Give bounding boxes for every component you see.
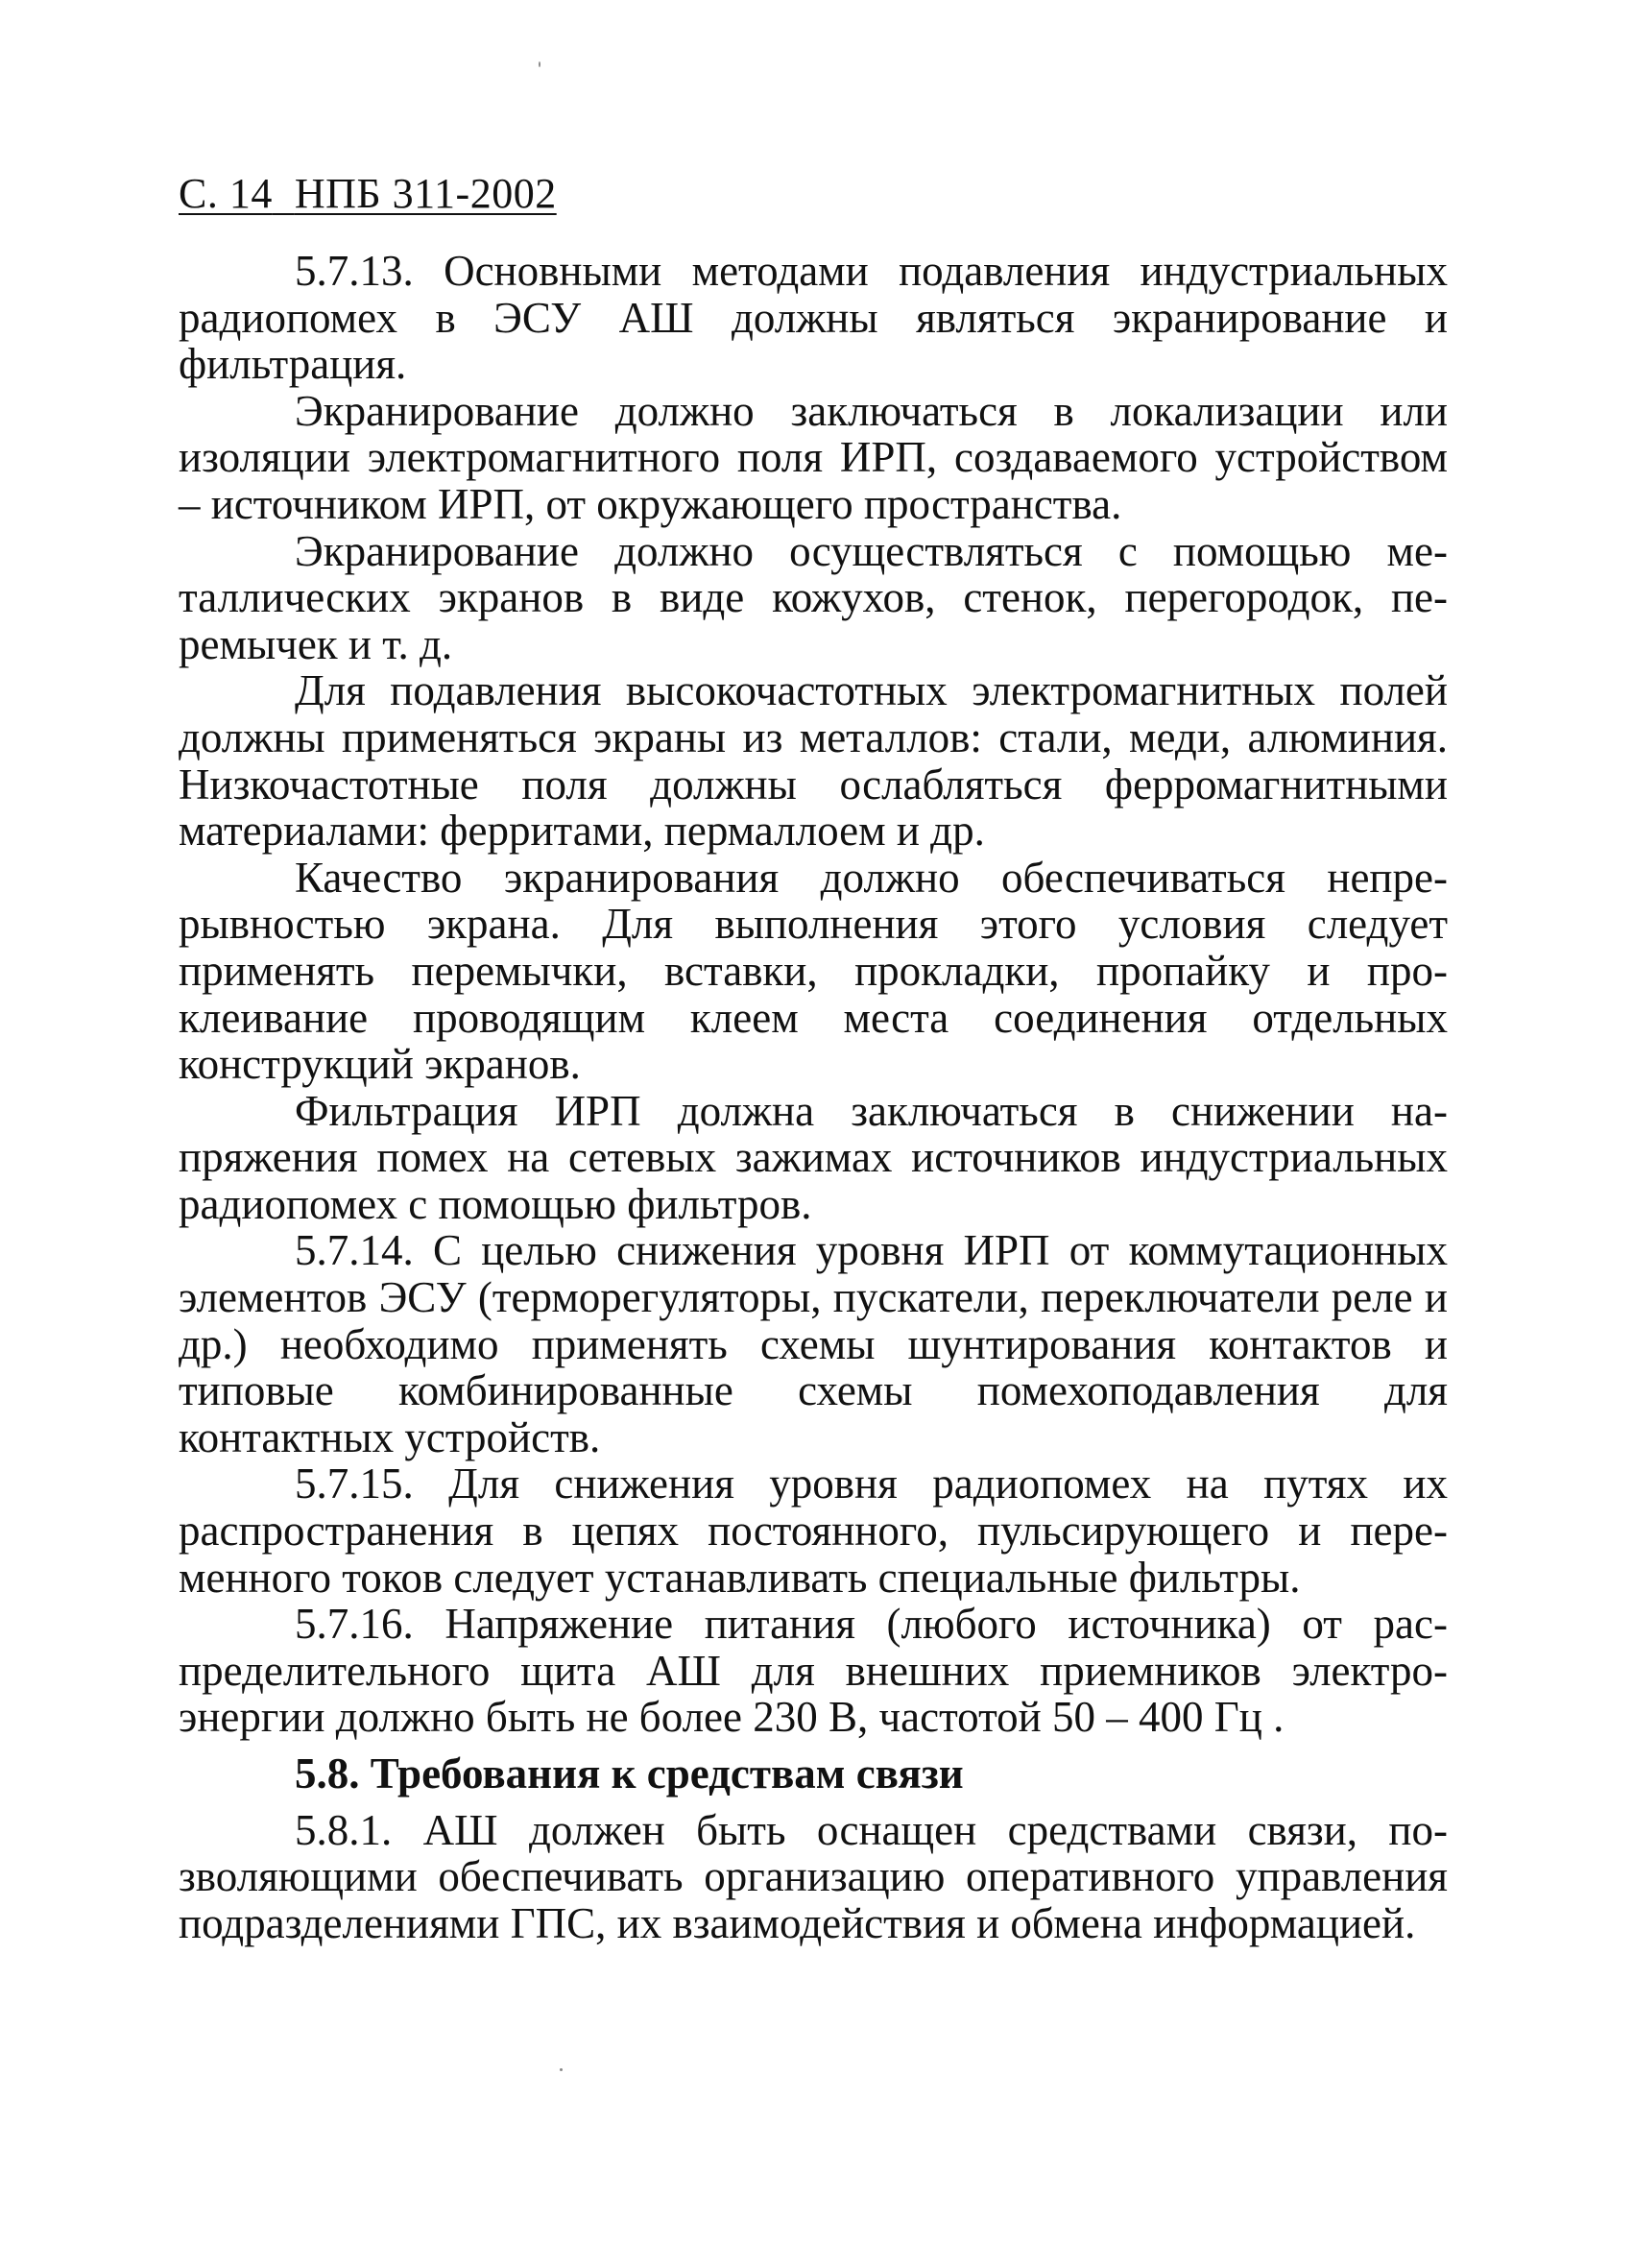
paragraph-shield-continuity: Качество экранирования должно обеспечиваться непрерывностью экрана. Для выполнения этого условия следует применять перемычки, вставки, прокладки, пропайку и проклеивание проводящим клеем места соединения отдельных конструкций экранов.: [179, 853, 1448, 1089]
document-code: НПБ 311-2002: [294, 170, 557, 217]
paragraph-shield-materials: Для подавления высокочастотных электромагнитных полей должны применяться экраны из металлов: стали, меди, алюминия. Низкочастотные поля должны ослабляться ферромагнитными материалами: ферритами, пермаллоем и др.: [179, 666, 1448, 856]
scan-speck: [539, 61, 540, 67]
paragraph-5-7-14: 5.7.14. С целью снижения уровня ИРП от коммутационных элементов ЭСУ (терморегуляторы, пускатели, переключатели реле и др.) необходимо применять схемы шунтирования контактов и типовые комбинированные схемы помехоподавления для контактных устройств.: [179, 1226, 1448, 1461]
scan-speck: [560, 2068, 563, 2071]
paragraph-filtering: Фильтрация ИРП должна заключаться в снижении напряжения помех на сетевых зажимах источников индустриальных радиопомех с помощью фильтров.: [179, 1086, 1448, 1228]
paragraph-5-7-13: 5.7.13. Основными методами подавления индустриальных радиопомех в ЭСУ АШ должны являться экранирование и фильтрация.: [179, 247, 1448, 389]
paragraph-shielding-definition: Экранирование должно заключаться в локализации или изоляции электромагнитного поля ИРП, создаваемого устройством – источником ИРП, от окружающего пространства.: [179, 386, 1448, 528]
page-number: С. 14: [179, 170, 273, 217]
paragraph-5-7-15: 5.7.15. Для снижения уровня радиопомех на путях их распространения в цепях постоянного, пульсирующего и переменного токов следует устанавливать специальные фильтры.: [179, 1460, 1448, 1602]
paragraph-5-8-1: 5.8.1. АШ должен быть оснащен средствами связи, позволяющими обеспечивать организацию оперативного управления подразделениями ГПС, их взаимодействия и обмена информацией.: [179, 1805, 1448, 1947]
paragraph-shielding-means: Экранирование должно осуществляться с помощью металлических экранов в виде кожухов, стенок, перегородок, перемычек и т. д.: [179, 526, 1448, 668]
page-header: [179, 169, 557, 219]
paragraph-5-7-16: 5.7.16. Напряжение питания (любого источника) от распределительного щита АШ для внешних приемников электроэнергии должно быть не более 230 В, частотой 50 – 400 Гц .: [179, 1600, 1448, 1742]
section-heading-5-8: 5.8. Требования к средствам связи: [295, 1749, 964, 1798]
page-body: [179, 248, 1448, 1946]
